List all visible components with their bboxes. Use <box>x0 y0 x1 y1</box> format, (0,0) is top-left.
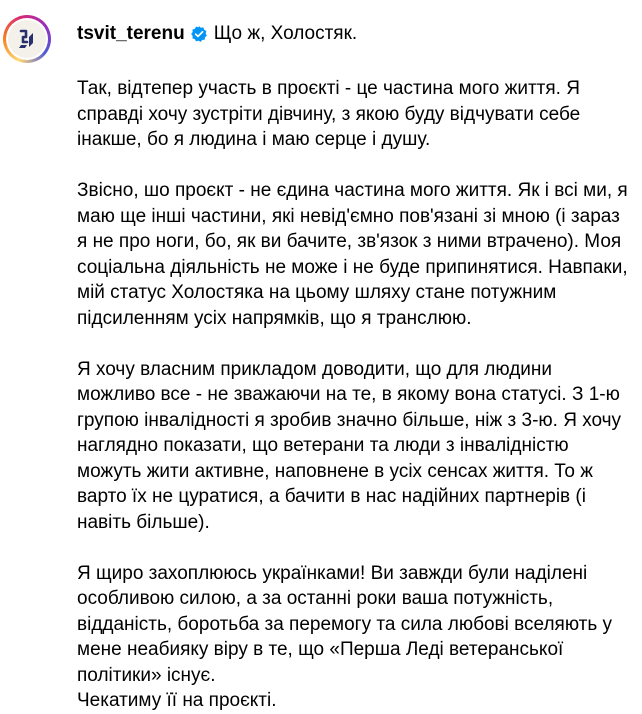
avatar-logo-icon <box>15 27 39 51</box>
caption-paragraph-2: Звісно, шо проєкт - не єдина частина мого життя. Як і всі ми, я маю ще інші частини, які невід'ємно пов'язані зі мною (і зараз я не про ноги, бо, як ви бачите, зв'язок з ними втрачено). Моя соціальна діяльність не може і не буде припинятися. Навпаки, мій статус Холостяка на цьому шляху стане потужним підсиленням усіх напрямків, що я транслюю. <box>77 180 628 329</box>
caption-paragraph-3: Я хочу власним прикладом доводити, що для людини можливо все - не зважаючи на те, в якому вона статусі. З 1-ю групою інвалідності я зробив значно більше, ніж з 3-ю. Я хочу наглядно показати, що ветерани та люди з інвалідністю можуть жити активне, наповнене в усіх сенсах життя. То ж варто їх не цуратися, а бачити в нас надійних партнерів (і навіть більше). <box>77 358 622 533</box>
verified-badge-icon <box>190 25 208 43</box>
story-ring[interactable] <box>3 15 51 63</box>
caption-closing-line: Чекатиму її на проєкті. <box>77 690 277 711</box>
avatar[interactable] <box>8 20 46 58</box>
caption-paragraph-4 <box>77 561 632 714</box>
post-header <box>77 22 357 46</box>
caption-paragraph-1: Так, відтепер участь в проєкті - це частина мого життя. Я справді хочу зустріти дівчину, з якою буду відчувати себе інакше, бо я людина і маю серце і душу. <box>77 78 581 150</box>
caption-body <box>77 76 632 714</box>
username-link[interactable]: tsvit_terenu <box>77 23 185 44</box>
avatar-frame <box>6 18 48 60</box>
caption-paragraph-4-text: Я щиро захоплююсь українками! Ви завжди були наділені особливою силою, а за останні роки ваша потужність, відданість, боротьба за перемогу та сила любові вселяють у мене неабияку віру в те, що «Перша Леді ветеранської політики» існує. <box>77 562 613 686</box>
caption-headline: Що ж, Холостяк. <box>213 23 358 44</box>
